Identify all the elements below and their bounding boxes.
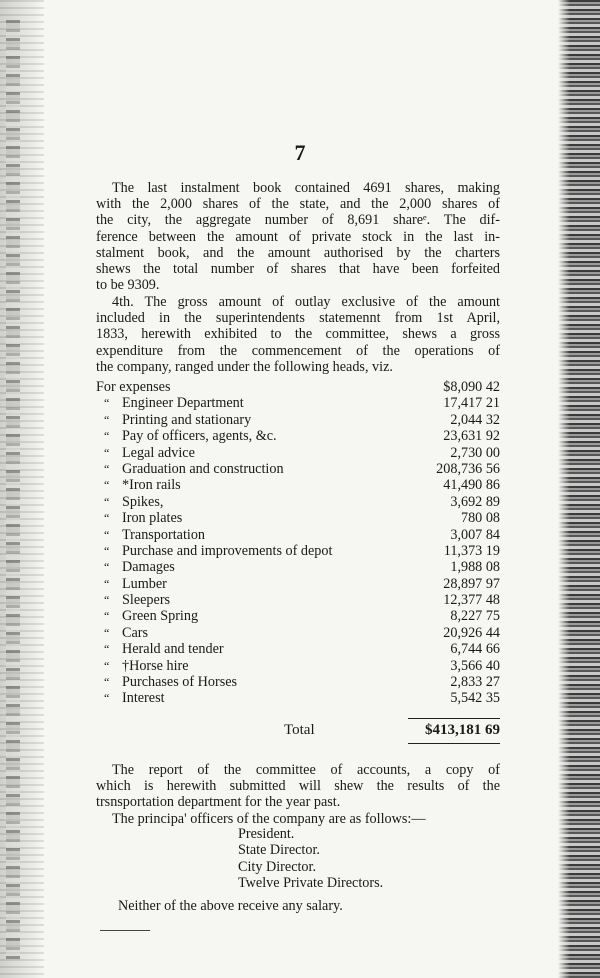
ledger-item-amount: 20,926 44 [443,624,500,641]
ledger-item-amount: 2,044 32 [450,411,500,428]
ditto-mark: “ [104,691,110,706]
text-line: 1833, herewith exhibited to the committee, shews a gross [96,326,500,343]
ditto-mark: “ [104,560,110,575]
ledger-row [96,625,504,641]
ditto-mark: “ [104,478,110,493]
ledger-item-label: Lumber [122,575,167,592]
ledger-item-amount: 3,007 84 [450,526,500,543]
ledger-item-amount: 208,736 56 [436,460,500,477]
ditto-mark: “ [104,429,110,444]
ledger-row [96,395,504,411]
ditto-mark: “ [104,527,110,542]
ledger-item-amount: 17,417 21 [443,395,500,412]
paragraph-accounts-report [96,762,500,811]
ditto-mark: “ [104,625,110,640]
ledger-row [96,608,504,624]
ledger-row [96,510,504,526]
ledger-item-label: Transportation [122,526,206,543]
ditto-mark: “ [104,593,110,608]
text-line: trsnsportation department for the year past. [96,794,341,811]
ledger-item-label: *Iron rails [122,477,181,494]
ledger-row [96,494,504,510]
ledger-item-label: †Horse hire [122,657,189,674]
ledger-item-amount: 8,227 75 [450,608,500,625]
page-number: 7 [294,140,306,165]
text-line: ference between the amount of private stock in the last in- [96,228,500,245]
officers-list [238,826,383,892]
ledger-item-amount: 6,744 66 [450,641,500,658]
ledger-row [96,477,504,493]
ledger-item-amount: 2,730 00 [450,444,500,461]
ledger-item-label: Purchases of Horses [122,674,238,691]
ledger-item-amount: 3,692 89 [450,493,500,510]
total-underline [408,743,500,744]
ledger-row [96,641,504,657]
ledger-item-amount: 1,988 08 [450,559,500,576]
ditto-mark: “ [104,642,110,657]
ledger-row [96,527,504,543]
ledger-item-amount: 23,631 92 [443,428,500,445]
ledger-item-amount: 41,490 86 [443,477,500,494]
ledger-item-label: Legal advice [122,444,195,461]
ledger-row [96,543,504,559]
ledger-row [96,559,504,575]
officers-intro-line: The principa' officers of the company are as follows:— [112,811,426,827]
ledger-item-label: For expenses [96,379,171,395]
ditto-mark: “ [104,658,110,673]
text-line: with the 2,000 shares of the state, and the 2,000 shares of [96,196,500,213]
paragraph-outlay [96,294,500,375]
ledger-row [96,690,504,706]
ditto-mark: “ [104,461,110,476]
ledger-row [96,674,504,690]
ledger-item-amount: 11,373 19 [443,542,500,559]
ledger-item-label: Engineer Department [122,395,244,412]
text-line: which is herewith submitted will shew the results of the [96,778,500,795]
ledger-item-label: Cars [122,624,149,641]
ledger-item-amount: 12,377 48 [443,592,500,609]
ditto-mark: “ [104,412,110,427]
ledger-row [96,461,504,477]
paragraph-shares [96,180,500,293]
ledger-row [96,379,504,395]
ledger-row [96,412,504,428]
ledger-item-amount: 2,833 27 [450,674,500,691]
text-line: 4th. The gross amount of outlay exclusive of the amount [112,294,500,310]
ledger-item-amount: $8,090 42 [443,379,500,395]
ditto-mark: “ [104,511,110,526]
ditto-mark: “ [104,609,110,624]
ditto-mark: “ [104,445,110,460]
ditto-mark: “ [104,494,110,509]
text-line: The report of the committee of accounts, a copy of [112,762,500,778]
text-line: to be 9309. [96,277,160,294]
text-line: included in the superintendents statemennt from 1st April, [96,310,500,327]
ledger-item-label: Spikes, [122,493,164,510]
text-line: the company, ranged under the following heads, viz. [96,358,393,375]
officer-item: State Director. [238,842,320,859]
text-line: the city, the aggregate number of 8,691 shareᵉ. The dif- [96,212,500,229]
ditto-mark: “ [104,576,110,591]
ledger-item-label: Purchase and improvements of depot [122,542,333,559]
ledger-row [96,592,504,608]
ledger-item-label: Damages [122,559,175,576]
closing-sentence: Neither of the above receive any salary. [118,898,343,914]
officer-item: City Director. [238,858,317,875]
total-label: Total [284,722,315,738]
total-amount: $413,181 69 [425,722,500,738]
ledger-item-label: Green Spring [122,608,199,625]
ledger-row [96,445,504,461]
ledger-item-label: Pay of officers, agents, &c. [122,428,277,445]
text-line: stalment book, and the amount authorised by the charters [96,244,500,261]
ledger-item-label: Iron plates [122,510,183,527]
ledger-item-label: Interest [122,690,165,707]
ledger-row [96,428,504,444]
ledger-item-amount: 28,897 97 [443,575,500,592]
ledger-item-label: Printing and stationary [122,411,252,428]
paragraph-officers-intro [96,811,500,827]
officer-item: Twelve Private Directors. [238,875,384,892]
ledger-row [96,658,504,674]
ledger-item-label: Graduation and construction [122,460,284,477]
ditto-mark: “ [104,543,110,558]
footer-rule [100,930,150,931]
text-line: shews the total number of shares that have been forfeited [96,261,500,278]
ledger-total-row [96,718,504,740]
ledger-item-amount: 3,566 40 [450,657,500,674]
ledger-item-label: Sleepers [122,592,171,609]
expenditure-ledger [96,379,504,707]
ditto-mark: “ [104,396,110,411]
ditto-mark: “ [104,675,110,690]
ledger-row [96,576,504,592]
text-line: expenditure from the commencement of the operations of [96,342,500,359]
ledger-item-amount: 5,542 35 [450,690,500,707]
officer-item: President. [238,826,295,842]
text-line: The last instalment book contained 4691 shares, making [112,180,500,196]
ledger-item-amount: 780 08 [460,510,500,527]
ledger-item-label: Herald and tender [122,641,224,658]
